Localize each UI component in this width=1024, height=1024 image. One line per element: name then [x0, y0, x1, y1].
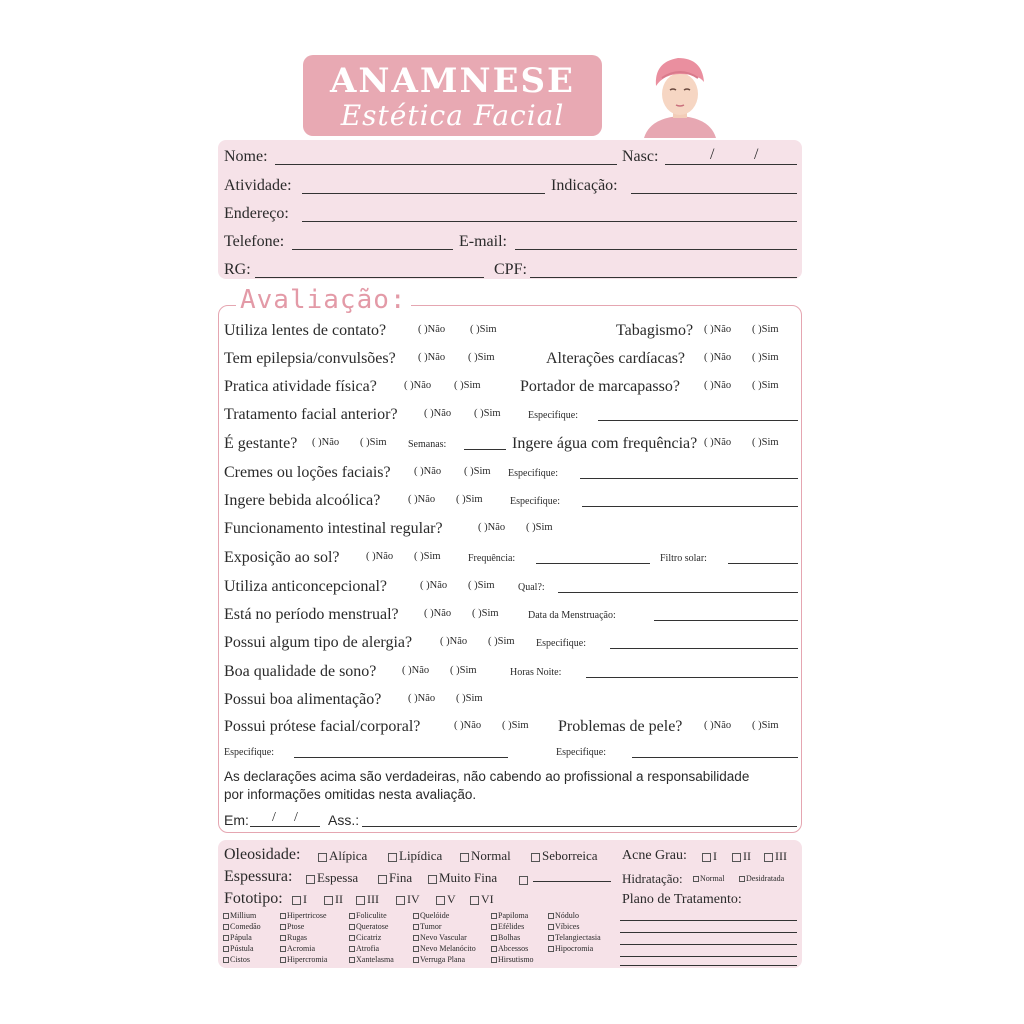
- date-slash: /: [710, 146, 715, 163]
- lesion-label: Hirsutismo: [498, 955, 534, 964]
- option-sim[interactable]: ( )Sim: [502, 720, 529, 731]
- lesion-label: Verruga Plana: [420, 955, 466, 964]
- lesion-option[interactable]: [491, 922, 524, 931]
- label-telefone: Telefone:: [224, 233, 285, 250]
- lesion-label: Rugas: [287, 933, 307, 942]
- checkbox-icon: [548, 924, 554, 930]
- option-nao[interactable]: ( )Não: [312, 437, 340, 448]
- lesion-label: Efélides: [498, 922, 525, 931]
- question-cremes: Cremes ou loções faciais?: [224, 464, 391, 481]
- option-sim[interactable]: ( )Sim: [360, 437, 387, 448]
- field-semanas[interactable]: [464, 449, 506, 450]
- label-rg: RG:: [224, 261, 251, 278]
- question-sono: Boa qualidade de sono?: [224, 663, 377, 680]
- declaration-line-2: por informações omitidas nesta avaliação.: [224, 787, 477, 802]
- option-nao[interactable]: ( )Não: [420, 580, 448, 591]
- label-ass: Ass.:: [328, 812, 360, 828]
- lesion-option[interactable]: [223, 944, 254, 953]
- checkbox-icon: [460, 853, 469, 862]
- field-cpf[interactable]: [530, 277, 797, 278]
- question-bebida: Ingere bebida alcoólica?: [224, 492, 381, 509]
- question-row: [224, 350, 798, 372]
- lesion-option[interactable]: [223, 911, 256, 920]
- field-assinatura[interactable]: [362, 826, 797, 827]
- option-sim[interactable]: ( )Sim: [450, 665, 477, 676]
- label-especifique: Especifique:: [508, 468, 558, 479]
- field-rg[interactable]: [255, 277, 484, 278]
- lesion-option[interactable]: [413, 944, 476, 953]
- lesion-option[interactable]: [491, 933, 520, 942]
- question-exposicao-sol: Exposição ao sol?: [224, 549, 340, 566]
- field-espessura-other[interactable]: [533, 881, 611, 882]
- field-data-menstruacao[interactable]: [654, 620, 798, 621]
- field-plano-line[interactable]: [620, 932, 797, 933]
- field-telefone[interactable]: [292, 249, 453, 250]
- lesion-option[interactable]: [548, 922, 579, 931]
- lesion-option[interactable]: [349, 911, 387, 920]
- label-filtro-solar: Filtro solar:: [660, 553, 707, 564]
- option-nao[interactable]: ( )Não: [414, 466, 442, 477]
- lesion-option[interactable]: [280, 933, 307, 942]
- lesion-label: Foliculite: [356, 911, 387, 920]
- checkbox-icon: [732, 853, 741, 862]
- lesion-label: Bolhas: [498, 933, 521, 942]
- label-hidratacao: Hidratação:: [622, 871, 683, 886]
- label-frequencia: Frequência:: [468, 553, 516, 564]
- option-nao[interactable]: ( )Não: [704, 324, 732, 335]
- option-sim[interactable]: ( )Sim: [752, 720, 779, 731]
- checkbox-icon: [306, 875, 315, 884]
- field-especifique[interactable]: [610, 648, 798, 649]
- option-sim[interactable]: ( )Sim: [456, 693, 483, 704]
- checkbox-icon: [531, 853, 540, 862]
- checkbox-icon: [470, 896, 479, 905]
- checkbox-icon: [436, 896, 445, 905]
- question-row: [224, 406, 798, 428]
- option-seborreica[interactable]: Seborreica: [531, 848, 598, 864]
- option-fototipo-4[interactable]: IV: [396, 892, 420, 907]
- option-fototipo-5[interactable]: V: [436, 892, 456, 907]
- date-slash: /: [272, 810, 276, 825]
- checkbox-icon: [491, 924, 497, 930]
- option-nao[interactable]: ( )Não: [704, 352, 732, 363]
- checkbox-icon: [413, 957, 419, 963]
- option-nao[interactable]: ( )Não: [478, 522, 506, 533]
- lesion-option[interactable]: [280, 922, 304, 931]
- option-hid-normal[interactable]: Normal: [693, 874, 724, 883]
- lesion-option[interactable]: [349, 933, 381, 942]
- checkbox-icon: [280, 924, 286, 930]
- lesion-option[interactable]: [223, 933, 252, 942]
- lesion-option[interactable]: [413, 955, 465, 964]
- option-nao[interactable]: ( )Não: [424, 608, 452, 619]
- option-nao[interactable]: ( )Não: [408, 693, 436, 704]
- option-fototipo-6[interactable]: VI: [470, 892, 494, 907]
- checkbox-icon: [396, 896, 405, 905]
- option-sim[interactable]: ( )Sim: [488, 636, 515, 647]
- checkbox-icon: [223, 913, 229, 919]
- field-qual[interactable]: [558, 592, 798, 593]
- checkbox-icon: [413, 935, 419, 941]
- question-tratamento-anterior: Tratamento facial anterior?: [224, 406, 398, 423]
- label-semanas: Semanas:: [408, 439, 447, 450]
- option-normal[interactable]: Normal: [460, 848, 511, 864]
- option-sim[interactable]: ( )Sim: [526, 522, 553, 533]
- checkbox-icon: [223, 924, 229, 930]
- option-sim[interactable]: ( )Sim: [752, 437, 779, 448]
- question-row: [224, 520, 798, 542]
- checkbox-icon: [693, 876, 699, 882]
- field-plano-line[interactable]: [620, 956, 797, 957]
- lesion-label: Queratose: [356, 922, 389, 931]
- question-row: [224, 634, 798, 656]
- option-nao[interactable]: ( )Não: [440, 636, 468, 647]
- lesion-option[interactable]: [223, 922, 261, 931]
- lesion-label: Quelóide: [420, 911, 450, 920]
- option-nao[interactable]: ( )Não: [404, 380, 432, 391]
- lesion-option[interactable]: [280, 955, 327, 964]
- label-espessura: Espessura:: [224, 868, 293, 885]
- field-endereco[interactable]: [302, 221, 797, 222]
- field-horas-noite[interactable]: [586, 677, 798, 678]
- question-row: [224, 378, 798, 400]
- option-acne-3[interactable]: III: [764, 849, 787, 864]
- checkbox-icon: [428, 875, 437, 884]
- field-atividade[interactable]: [302, 193, 545, 194]
- lesion-label: Abcessos: [498, 944, 529, 953]
- checkbox-icon: [413, 946, 419, 952]
- lesion-label: Cicatriz: [356, 933, 382, 942]
- label-data-menstruacao: Data da Menstruação:: [528, 610, 616, 621]
- question-marcapasso: Portador de marcapasso?: [520, 378, 680, 395]
- lesion-label: Tumor: [420, 922, 442, 931]
- field-nasc[interactable]: [665, 164, 797, 165]
- label-atividade: Atividade:: [224, 177, 292, 194]
- label-endereco: Endereço:: [224, 205, 289, 222]
- lesion-label: Hipertricose: [287, 911, 327, 920]
- option-espessa[interactable]: Espessa: [306, 870, 358, 886]
- label-especifique: Especifique:: [528, 410, 578, 421]
- woman-towel-illustration: [640, 52, 720, 138]
- lesion-label: Ptose: [287, 922, 305, 931]
- option-sim[interactable]: ( )Sim: [752, 380, 779, 391]
- label-nasc: Nasc:: [622, 148, 659, 165]
- label-oleosidade: Oleosidade:: [224, 846, 301, 863]
- option-fototipo-3[interactable]: III: [356, 892, 379, 907]
- lesion-option[interactable]: [491, 955, 534, 964]
- label-em: Em:: [224, 812, 249, 828]
- question-problemas-pele: Problemas de pele?: [558, 718, 683, 735]
- lesion-option[interactable]: [491, 911, 528, 920]
- checkbox-icon: [739, 876, 745, 882]
- checkbox-icon: [349, 913, 355, 919]
- checkbox-icon: [548, 946, 554, 952]
- checkbox-icon: [280, 957, 286, 963]
- field-especifique[interactable]: [632, 757, 798, 758]
- lesion-label: Cistos: [230, 955, 251, 964]
- question-row: [224, 606, 798, 628]
- label-plano-tratamento: Plano de Tratamento:: [622, 892, 742, 907]
- checkbox-icon: [519, 876, 528, 885]
- option-alipica[interactable]: Alípica: [318, 848, 367, 864]
- question-row: [224, 691, 798, 713]
- checkbox-icon: [318, 853, 327, 862]
- option-sim[interactable]: ( )Sim: [472, 608, 499, 619]
- lesion-label: Telangiectasia: [555, 933, 601, 942]
- checkbox-icon: [280, 946, 286, 952]
- question-agua: Ingere água com frequência?: [512, 435, 698, 452]
- question-row: [224, 492, 798, 514]
- checkbox-icon: [356, 896, 365, 905]
- option-sim[interactable]: ( )Sim: [468, 580, 495, 591]
- option-acne-1[interactable]: I: [702, 849, 717, 864]
- question-epilepsia: Tem epilepsia/convulsões?: [224, 350, 396, 367]
- field-plano-line[interactable]: [620, 965, 797, 966]
- date-slash: /: [294, 810, 298, 825]
- label-indicacao: Indicação:: [551, 177, 618, 194]
- lesion-label: Nódulo: [555, 911, 579, 920]
- checkbox-icon: [413, 913, 419, 919]
- label-especifique: Especifique:: [536, 638, 586, 649]
- field-indicacao[interactable]: [631, 193, 797, 194]
- lesion-label: Hipocromia: [555, 944, 594, 953]
- field-especifique[interactable]: [582, 506, 798, 507]
- lesion-label: Pápula: [230, 933, 252, 942]
- lesion-label: Pústula: [230, 944, 254, 953]
- checkbox-icon: [324, 896, 333, 905]
- question-row: [224, 578, 798, 600]
- lesion-option[interactable]: [548, 933, 601, 942]
- checkbox-icon: [292, 896, 301, 905]
- lesion-label: Hipercromia: [287, 955, 328, 964]
- checkbox-icon: [491, 935, 497, 941]
- checkbox-icon: [349, 935, 355, 941]
- field-email[interactable]: [515, 249, 797, 250]
- field-nome[interactable]: [275, 164, 617, 165]
- option-nao[interactable]: ( )Não: [704, 380, 732, 391]
- lesion-option[interactable]: [413, 911, 449, 920]
- lesion-option[interactable]: [413, 922, 442, 931]
- option-sim[interactable]: ( )Sim: [752, 324, 779, 335]
- declaration-line-1: As declarações acima são verdadeiras, não cabendo ao profissional a responsabilidade: [224, 769, 750, 784]
- label-horas-noite: Horas Noite:: [510, 667, 562, 678]
- checkbox-icon: [223, 957, 229, 963]
- field-especifique[interactable]: [598, 420, 798, 421]
- lesion-option[interactable]: [548, 911, 579, 920]
- label-email: E-mail:: [459, 233, 507, 250]
- question-tabagismo: Tabagismo?: [616, 322, 694, 339]
- field-em-date[interactable]: [250, 826, 320, 827]
- checkbox-icon: [349, 957, 355, 963]
- option-nao[interactable]: ( )Não: [366, 551, 394, 562]
- option-sim[interactable]: ( )Sim: [468, 352, 495, 363]
- label-nome: Nome:: [224, 148, 268, 165]
- checkbox-icon: [378, 875, 387, 884]
- checkbox-icon: [491, 946, 497, 952]
- label-acne-grau: Acne Grau:: [622, 848, 687, 863]
- field-filtro-solar[interactable]: [728, 563, 798, 564]
- question-row: [224, 663, 798, 685]
- checkbox-icon: [223, 935, 229, 941]
- option-muito-fina[interactable]: Muito Fina: [428, 870, 497, 886]
- checkbox-icon: [280, 935, 286, 941]
- lesion-label: Millium: [230, 911, 257, 920]
- option-nao[interactable]: ( )Não: [402, 665, 430, 676]
- field-especifique[interactable]: [294, 757, 508, 758]
- lesion-label: Víbices: [555, 922, 580, 931]
- option-nao[interactable]: ( )Não: [418, 324, 446, 335]
- question-lentes: Utiliza lentes de contato?: [224, 322, 387, 339]
- header-banner: [303, 55, 602, 136]
- checkbox-icon: [702, 853, 711, 862]
- date-slash: /: [754, 146, 759, 163]
- option-sim[interactable]: ( )Sim: [456, 494, 483, 505]
- lesion-label: Comedão: [230, 922, 261, 931]
- checkbox-icon: [413, 924, 419, 930]
- label-fototipo: Fototipo:: [224, 890, 283, 907]
- checkbox-icon: [223, 946, 229, 952]
- question-row: [224, 322, 798, 344]
- option-sim[interactable]: ( )Sim: [474, 408, 501, 419]
- question-gestante: É gestante?: [224, 435, 298, 452]
- lesion-label: Acromia: [287, 944, 315, 953]
- option-nao[interactable]: ( )Não: [418, 352, 446, 363]
- lesion-option[interactable]: [413, 933, 467, 942]
- checkbox-icon: [548, 913, 554, 919]
- option-acne-2[interactable]: II: [732, 849, 751, 864]
- question-protese: Possui prótese facial/corporal?: [224, 718, 421, 735]
- lesion-option[interactable]: [548, 944, 593, 953]
- lesion-option[interactable]: [491, 944, 528, 953]
- checkbox-icon: [491, 913, 497, 919]
- option-sim[interactable]: ( )Sim: [470, 324, 497, 335]
- lesion-option[interactable]: [349, 955, 394, 964]
- option-nao[interactable]: ( )Não: [704, 437, 732, 448]
- option-nao[interactable]: ( )Não: [424, 408, 452, 419]
- checkbox-icon: [349, 946, 355, 952]
- question-row: [224, 718, 798, 740]
- option-nao[interactable]: ( )Não: [408, 494, 436, 505]
- field-plano-line[interactable]: [620, 920, 797, 921]
- question-alergia: Possui algum tipo de alergia?: [224, 634, 413, 651]
- checkbox-icon: [388, 853, 397, 862]
- option-nao[interactable]: ( )Não: [454, 720, 482, 731]
- label-especifique: Especifique:: [556, 747, 606, 758]
- question-row: [224, 464, 798, 486]
- option-fototipo-2[interactable]: II: [324, 892, 343, 907]
- evaluation-title: Avaliação:: [236, 285, 411, 315]
- field-plano-line[interactable]: [620, 944, 797, 945]
- lesion-option[interactable]: [280, 944, 315, 953]
- label-qual: Qual?:: [518, 582, 545, 593]
- option-sim[interactable]: ( )Sim: [414, 551, 441, 562]
- checkbox-icon: [280, 913, 286, 919]
- option-nao[interactable]: ( )Não: [704, 720, 732, 731]
- lesion-label: Papiloma: [498, 911, 529, 920]
- question-row: [224, 549, 798, 571]
- field-frequencia[interactable]: [536, 563, 650, 564]
- option-lipidica[interactable]: Lipídica: [388, 848, 442, 864]
- option-fototipo-1[interactable]: I: [292, 892, 307, 907]
- lesion-label: Atrofia: [356, 944, 380, 953]
- lesion-option[interactable]: [349, 922, 388, 931]
- form-subtitle: Estética Facial: [340, 99, 565, 132]
- label-especifique: Especifique:: [224, 747, 274, 758]
- question-intestinal: Funcionamento intestinal regular?: [224, 520, 443, 537]
- question-menstrual: Está no período menstrual?: [224, 606, 399, 623]
- lesion-option[interactable]: [280, 911, 327, 920]
- question-anticoncepcional: Utiliza anticoncepcional?: [224, 578, 388, 595]
- question-alimentacao: Possui boa alimentação?: [224, 691, 382, 708]
- checkbox-icon: [548, 935, 554, 941]
- option-sim[interactable]: ( )Sim: [454, 380, 481, 391]
- option-fina[interactable]: Fina: [378, 870, 412, 886]
- checkbox-icon: [349, 924, 355, 930]
- label-cpf: CPF:: [494, 261, 527, 278]
- option-hid-desidratada[interactable]: Desidratada: [739, 874, 784, 883]
- option-sim[interactable]: ( )Sim: [464, 466, 491, 477]
- form-title: ANAMNESE: [330, 61, 575, 101]
- question-atividade-fisica: Pratica atividade física?: [224, 378, 377, 395]
- lesion-option[interactable]: [223, 955, 250, 964]
- checkbox-icon: [764, 853, 773, 862]
- lesion-label: Nevo Melanócito: [420, 944, 476, 953]
- question-cardiacas: Alterações cardíacas?: [546, 350, 686, 367]
- label-especifique: Especifique:: [510, 496, 560, 507]
- question-row: [224, 745, 798, 767]
- question-row: [224, 435, 798, 457]
- lesion-label: Xantelasma: [356, 955, 394, 964]
- lesion-option[interactable]: [349, 944, 379, 953]
- option-other[interactable]: [519, 871, 530, 889]
- option-sim[interactable]: ( )Sim: [752, 352, 779, 363]
- field-especifique[interactable]: [580, 478, 798, 479]
- lesion-label: Nevo Vascular: [420, 933, 467, 942]
- checkbox-icon: [491, 957, 497, 963]
